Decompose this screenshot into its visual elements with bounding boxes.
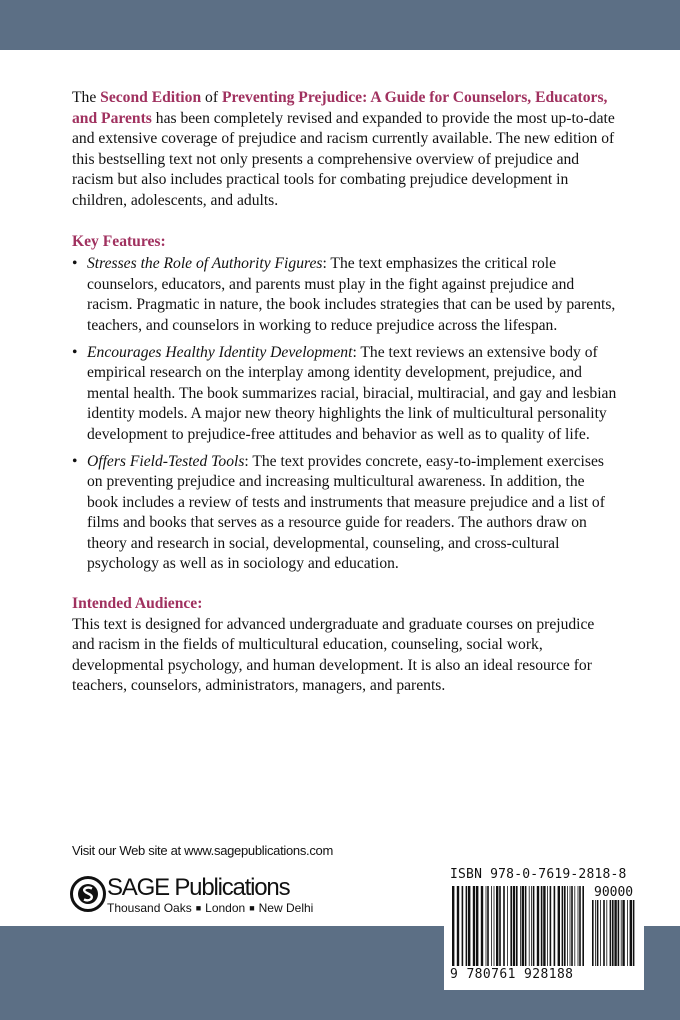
feature-item [72,254,617,336]
intended-audience-heading: Intended Audience: [72,595,203,613]
feature-item [72,452,617,576]
feature-text: : The text reviews an extensive body of empirical research on the interplay among identity development, prejudice, and mental health. The book summarizes racial, biracial, multiracial, and gay and lesbian identity models. A major new theory highlights the link of multicultural personality development to prejudice-free attitudes and behavior as well as to quality of life. [87,343,617,443]
book-title: Preventing Prejudice: A Guide for Counselors, Educators, and Parents [72,89,608,127]
publisher-block [70,874,370,924]
website-line: Visit our Web site at www.sagepublications.com [72,843,334,858]
feature-title: Offers Field-Tested Tools [87,452,245,470]
intro-text: has been completely revised and expanded to provide the most up-to-date and extensive coverage of prejudice and racism currently available. The new edition of this bestselling text not only presents a comprehensive overview of prejudice and racism but also includes practical tools for combating prejudice development in children, adolescents, and adults. [72,109,615,209]
isbn-text: ISBN 978-0-7619-2818-8 [450,867,627,882]
feature-item [72,343,617,446]
bullet-icon: • [72,452,78,470]
city: New Delhi [258,901,314,915]
edition-label: Second Edition [100,89,202,106]
bullet-icon: • [72,255,78,273]
bullet-icon: • [72,343,78,361]
separator-square-icon: ■ [249,903,255,913]
audience-paragraph: This text is designed for advanced undergraduate and graduate courses on prejudice and racism in the fields of multicultural education, counseling, social work, developmental psychology, and human development. It is also an ideal resource for teachers, counselors, administrators, managers, and parents. [72,615,595,695]
feature-title: Encourages Healthy Identity Development [87,343,353,361]
key-features-heading: Key Features: [72,232,166,250]
barcode-area [444,866,644,990]
barcode-bars [452,886,584,966]
price-code: 90000 [594,885,634,900]
city: Thousand Oaks [107,901,192,915]
feature-text: : The text provides concrete, easy-to-implement exercises on preventing prejudice and increasing multicultural awareness. In addition, the book includes a review of tests and instruments that measure prejudice and a list of films and books that serves as a resource guide for readers. The authors draw on theory and research in social, developmental, counseling, and cross-cultural psychology as well as in sociology and education. [87,452,605,573]
sage-logo-icon [70,876,106,912]
feature-text: : The text emphasizes the critical role counselors, educators, and parents must play in the fight against prejudice and racism. Pragmatic in nature, the book includes strategies that can be used by parents, teachers, and counselors in working to reduce prejudice across the lifespan. [87,255,616,334]
publisher-cities [107,901,313,915]
separator-square-icon: ■ [195,903,202,913]
intro-of: of [205,89,219,106]
top-band [0,0,680,50]
back-cover-copy [72,88,617,697]
key-features-list [72,254,617,575]
feature-title: Stresses the Role of Authority Figures [87,255,323,273]
publisher-name: SAGE Publications [107,874,290,901]
intro-the: The [72,89,97,106]
barcode-digits: 9 780761 928188 [450,967,574,982]
barcode-addon-bars [592,900,638,966]
intro-paragraph [72,88,617,212]
city: London [205,901,246,915]
